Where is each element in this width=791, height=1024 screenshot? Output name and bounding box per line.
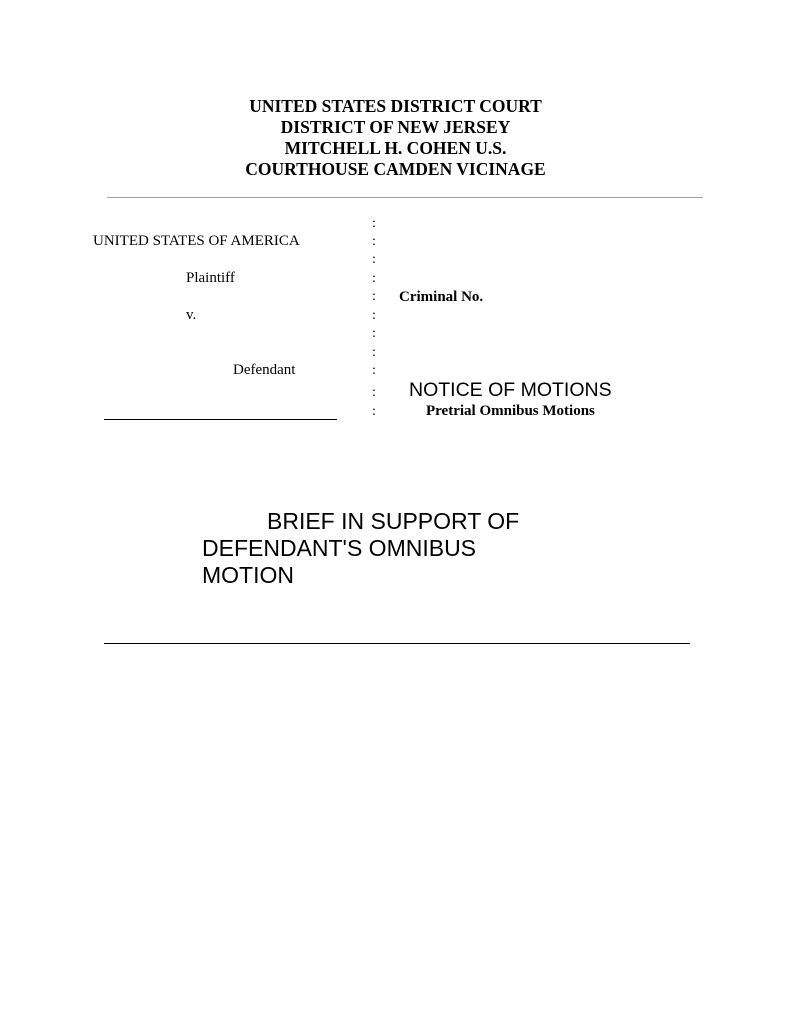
caption-colon: : [372,385,376,400]
defendant-role: Defendant [233,362,296,378]
plaintiff-name: UNITED STATES OF AMERICA [93,233,300,249]
caption-colon: : [372,234,376,249]
plaintiff-role: Plaintiff [186,270,235,286]
caption-colon: : [372,404,376,419]
caption-colon: : [372,252,376,267]
caption-colon: : [372,216,376,231]
caption-colon: : [372,326,376,341]
notice-title: NOTICE OF MOTIONS [409,379,612,401]
court-name: UNITED STATES DISTRICT COURT [249,96,542,116]
caption-colon: : [372,289,376,304]
court-header [0,96,791,180]
court-district: DISTRICT OF NEW JERSEY [280,117,511,137]
header-divider [107,197,703,198]
caption-colon: : [372,363,376,378]
criminal-number-label: Criminal No. [399,289,484,305]
versus-label: v. [186,307,197,323]
courthouse-vicinage: COURTHOUSE CAMDEN VICINAGE [245,159,546,179]
caption-colon: : [372,271,376,286]
notice-subtitle: Pretrial Omnibus Motions [426,403,595,419]
brief-title: BRIEF IN SUPPORT OF DEFENDANT'S OMNIBUS MOTION [202,508,520,588]
caption-colon: : [372,308,376,323]
caption-colon: : [372,345,376,360]
brief-divider [104,643,690,644]
defendant-name-line [104,419,337,420]
courthouse-name: MITCHELL H. COHEN U.S. [284,138,507,158]
